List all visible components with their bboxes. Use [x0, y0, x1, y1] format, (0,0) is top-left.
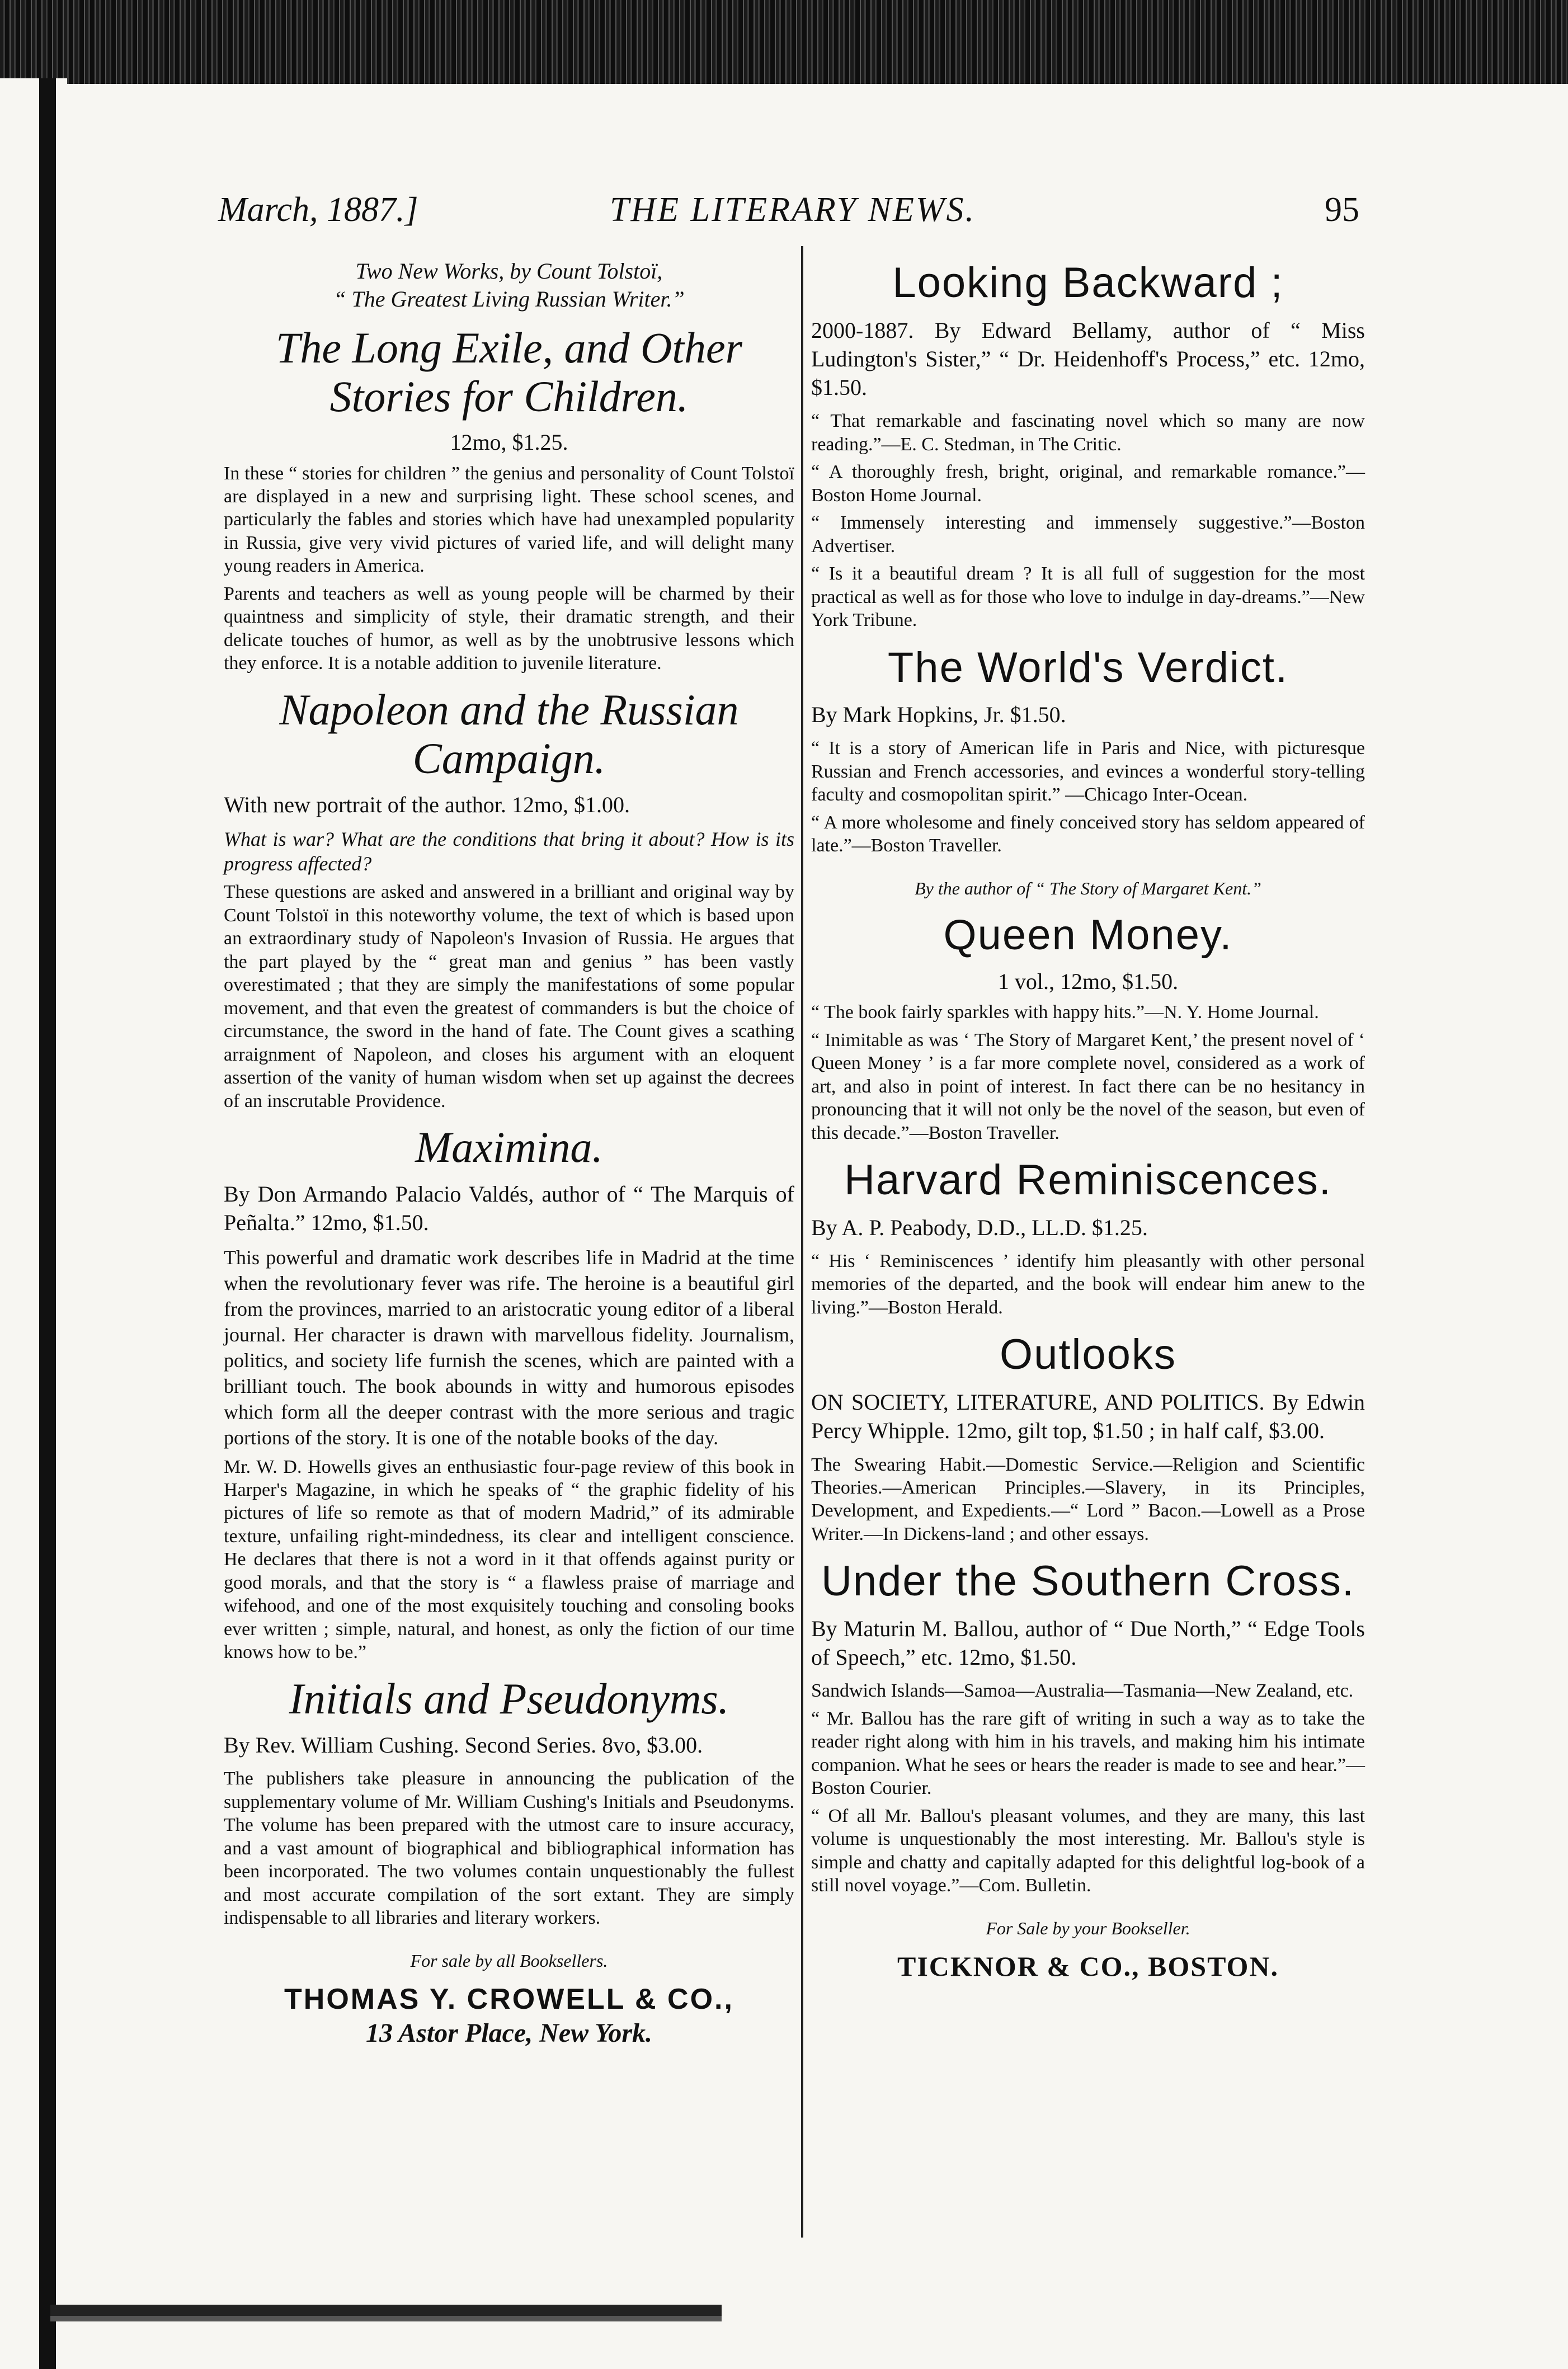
napoleon-questions: What is war? What are the conditions that bring it about? How is its progress affected? — [224, 827, 794, 875]
scan-border-bottom — [50, 2282, 722, 2349]
long-exile-paragraph-1: In these “ stories for children ” the genius and personality of Count Tolstoï are displayed in a new and surprising light. These school scenes, and particularly the fables and stories which have had unexampled popularity in Russia, give very vivid pictures of varied life, and will delight many young readers in America. — [224, 463, 794, 577]
tolstoi-intro-line2: “ The Greatest Living Russian Writer.” — [333, 286, 685, 312]
tolstoi-intro-line1: Two New Works, by Count Tolstoï, — [355, 258, 663, 284]
queen-money-price: 1 vol., 12mo, $1.50. — [997, 968, 1179, 994]
looking-backward-quote-1: “ That remarkable and fascinating novel which so many are now reading.”—E. C. Stedman, in The Critic. — [811, 411, 1365, 455]
right-column — [811, 257, 1365, 1984]
looking-backward-quote-2: “ A thoroughly fresh, bright, original, and remarkable romance.”—Boston Home Journal. — [811, 461, 1365, 506]
looking-backward-byline: 2000-1887. By Edward Bellamy, author of “ Miss Ludington's Sister,” “ Dr. Heidenhoff's Process,” etc. 12mo, $1.50. — [811, 317, 1365, 401]
worlds-verdict-byline: By Mark Hopkins, Jr. $1.50. — [811, 702, 1066, 728]
left-sale-note: For sale by all Booksellers. — [410, 1950, 608, 1971]
initials-byline: By Rev. William Cushing. Second Series. 8vo, $3.00. — [224, 1732, 703, 1758]
scan-border-left — [0, 78, 67, 2369]
crowell-publisher: THOMAS Y. CROWELL & CO., — [284, 1982, 734, 2015]
harvard-quote: “ His ‘ Reminiscences ’ identify him pleasantly with other personal memories of the departed, and the book will endear him anew to the living.”—Boston Herald. — [811, 1251, 1365, 1318]
initials-paragraph: The publishers take pleasure in announcing the publication of the supplementary volume of Mr. William Cushing's Initials and Pseudonyms. The volume has been prepared with the utmost care to insure accuracy, and a vast amount of biographical and bibliographical information has been incorporated. The two volumes contain unquestionably the fullest and most accurate compilation of the sort extant. They are simply indispensable to all libraries and literary workers. — [224, 1768, 794, 1929]
worlds-verdict-quote-1: “ It is a story of American life in Paris and Nice, with picturesque Russian and French accessories, and evinces a wonderful story-telling faculty and cosmopolitan spirit.” —Chicago Inter-Ocean. — [811, 738, 1365, 806]
napoleon-subtitle: With new portrait of the author. 12mo, $1.00. — [224, 792, 630, 818]
worlds-verdict-quote-2: “ A more wholesome and finely conceived story has seldom appeared of late.”—Boston Traveller. — [811, 812, 1365, 856]
southern-cross-title: Under the Southern Cross. — [821, 1557, 1355, 1605]
left-column — [224, 257, 794, 2050]
maximina-paragraph-1: This powerful and dramatic work describes life in Madrid at the time when the revolutionary fever was rife. The heroine is a beautiful girl from the provinces, married to an aristocratic young editor of a liberal journal. Her character is drawn with marvellous fidelity. Journalism, politics, and society life furnish the scenes, which are painted with a brilliant touch. The book abounds in witty and humorous episodes which form all the deeper contrast with the more serious and tragic portions of the story. It is one of the notable books of the day. — [224, 1246, 794, 1449]
outlooks-byline: ON SOCIETY, LITERATURE, AND POLITICS. By Edwin Percy Whipple. 12mo, gilt top, $1.50 ; in half calf, $3.00. — [811, 1390, 1365, 1444]
header-title: THE LITERARY NEWS. — [610, 191, 976, 229]
napoleon-title: Napoleon and the Russian Campaign. — [279, 685, 739, 783]
ticknor-publisher: TICKNOR & CO., BOSTON. — [897, 1950, 1279, 1982]
page-header — [218, 190, 1359, 235]
maximina-paragraph-2: Mr. W. D. Howells gives an enthusiastic four-page review of this book in Harper's Magazine, in which he speaks of “ the graphic fidelity of his pictures of life so remote as that of modern Madrid,” of its admirable texture, unfailing right-mindedness, its clear and intelligent conscience. He declares that there is not a word in it that offends against purity or good morals, and that the story is “ a flawless praise of marriage and wifehood, and one of the most exquisitely touching and consoling books ever written ; simple, natural, and honest, as only the fiction of our time knows how to be.” — [224, 1456, 794, 1663]
harvard-byline: By A. P. Peabody, D.D., LL.D. $1.25. — [811, 1214, 1148, 1240]
looking-backward-title: Looking Backward ; — [892, 259, 1284, 307]
outlooks-paragraph: The Swearing Habit.—Domestic Service.—Religion and Scientific Theories.—American Principles.—Slavery, in its Principles, Development, and Expedients.—“ Lord ” Bacon.—Lowell as a Prose Writer.—In Dickens-land ; and other essays. — [811, 1454, 1365, 1544]
outlooks-title: Outlooks — [1000, 1331, 1176, 1379]
queen-money-quote-1: “ The book fairly sparkles with happy hits.”—N. Y. Home Journal. — [811, 1002, 1319, 1023]
worlds-verdict-title: The World's Verdict. — [887, 643, 1289, 691]
header-date: March, 1887.] — [218, 191, 418, 229]
queen-money-note: By the author of “ The Story of Margaret Kent.” — [915, 878, 1261, 898]
queen-money-quote-2: “ Inimitable as was ‘ The Story of Margaret Kent,’ the present novel of ‘ Queen Money ’ is a far more complete novel, considered as a work of art, and also in point of interest. In fact there can be no hesitancy in pronouncing that it will not only be the novel of the season, but even of this decade.”—Boston Traveller. — [811, 1029, 1365, 1143]
long-exile-title: The Long Exile, and Other Stories for Children. — [275, 323, 743, 421]
queen-money-title: Queen Money. — [943, 911, 1233, 959]
southern-cross-byline: By Maturin M. Ballou, author of “ Due North,” “ Edge Tools of Speech,” etc. 12mo, $1.50. — [811, 1616, 1365, 1670]
page-number: 95 — [1325, 191, 1359, 229]
column-divider — [801, 246, 803, 2238]
looking-backward-quote-3: “ Immensely interesting and immensely suggestive.”—Boston Advertiser. — [811, 512, 1365, 557]
southern-cross-paragraph: Sandwich Islands—Samoa—Australia—Tasmania—New Zealand, etc. — [811, 1680, 1354, 1702]
looking-backward-quote-4: “ Is it a beautiful dream ? It is all full of suggestion for the most practical as well as for those who love to indulge in day-dreams.”—New York Tribune. — [811, 563, 1365, 631]
long-exile-price: 12mo, $1.25. — [450, 429, 568, 455]
southern-cross-quote-2: “ Of all Mr. Ballou's pleasant volumes, and they are many, this last volume is unquestionably the most interesting. Mr. Ballou's style is simple and chatty and capitally adapted for this delightful log-book of a still novel voyage.”—Com. Bulletin. — [811, 1805, 1365, 1896]
initials-title: Initials and Pseudonyms. — [289, 1674, 729, 1723]
maximina-title: Maximina. — [415, 1123, 603, 1172]
harvard-title: Harvard Reminiscences. — [844, 1156, 1332, 1204]
maximina-byline: By Don Armando Palacio Valdés, author of “ The Marquis of Peñalta.” 12mo, $1.50. — [224, 1181, 794, 1235]
scan-border-top — [0, 0, 1568, 84]
napoleon-paragraph: These questions are asked and answered in a brilliant and original way by Count Tolstoï in this noteworthy volume, the text of which is based upon an extraordinary study of Napoleon's Invasion of Russia. He argues that the part played by the “ great man and genius ” has been vastly overestimated ; that they are simply the manifestations of some popular movement, and that even the greatest of commanders is but the choice of circumstance, the sword in the hand of fate. The Count gives a scathing arraignment of Napoleon, and closes his argument with an eloquent assertion of the vanity of human wisdom when set up against the decrees of an inscrutable Providence. — [224, 882, 794, 1112]
right-sale-note: For Sale by your Bookseller. — [986, 1918, 1190, 1938]
crowell-address: 13 Astor Place, New York. — [366, 2018, 652, 2048]
long-exile-paragraph-2: Parents and teachers as well as young people will be charmed by their quaintness and simplicity of style, their dramatic strength, and their delicate touches of humor, as well as by the unobtrusive lessons which they enforce. It is a notable addition to juvenile literature. — [224, 583, 794, 674]
southern-cross-quote-1: “ Mr. Ballou has the rare gift of writing in such a way as to take the reader right along with him in his travels, and making him his intimate companion. What he sees or hears the reader is made to see and hear.”—Boston Courier. — [811, 1708, 1365, 1799]
